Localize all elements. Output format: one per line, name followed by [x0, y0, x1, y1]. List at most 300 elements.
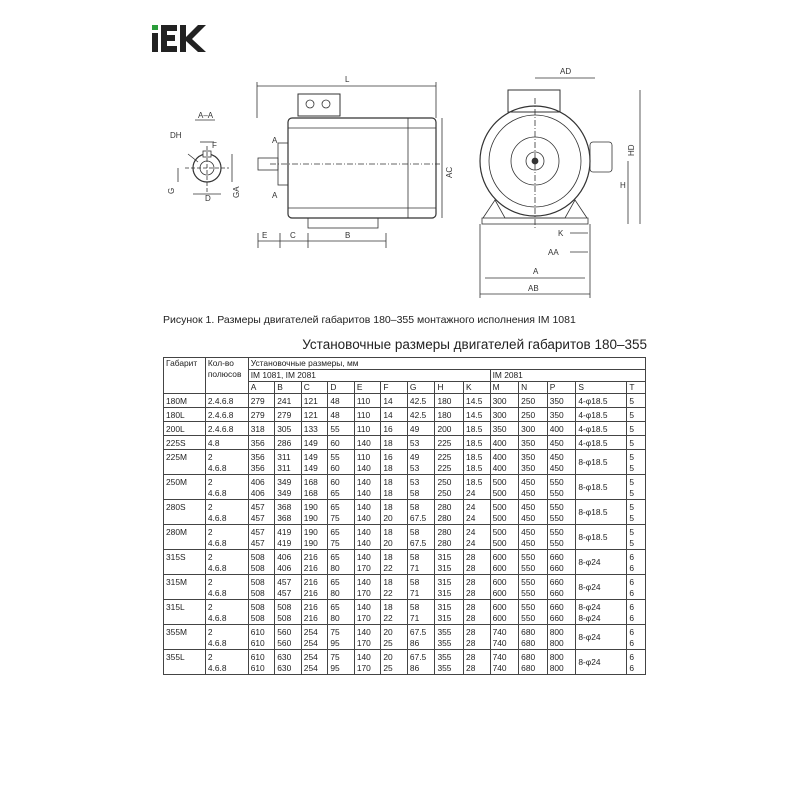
poles-cell [205, 650, 248, 675]
cell-value: 660 [549, 602, 564, 612]
column-header-b: B [275, 382, 302, 394]
frame-cell: 280M [164, 525, 206, 550]
cell-f [381, 436, 408, 450]
cell-k [464, 436, 491, 450]
frame-cell: 280S [164, 500, 206, 525]
cell-s [576, 625, 627, 650]
cell-b [275, 500, 302, 525]
frame-cell: 355M [164, 625, 206, 650]
cell-value: 250 [437, 477, 452, 487]
cell-f [381, 475, 408, 500]
cell-h [435, 475, 464, 500]
cell-value: 8-φ24 [578, 602, 601, 612]
cell-value: 5 [629, 424, 635, 434]
cell-h [435, 408, 464, 422]
cell-value: 311 [277, 463, 291, 473]
cell-value: 190 [303, 538, 318, 548]
cell-value: 508 [250, 577, 265, 587]
cell-k [464, 475, 491, 500]
cell-value: 14 [383, 396, 393, 406]
cell-n [519, 500, 548, 525]
cell-value: 28 [466, 652, 476, 662]
cell-value: 508 [277, 602, 292, 612]
cell-value: 450 [549, 463, 564, 473]
cell-t [627, 600, 646, 625]
cell-value: 25 [383, 638, 393, 648]
cell-t [627, 450, 646, 475]
cell-value: 149 [303, 452, 318, 462]
cell-h [435, 525, 464, 550]
dim-DH: DH [170, 131, 182, 140]
poles-value: 2 [207, 652, 213, 662]
cell-g [407, 475, 435, 500]
cell-value: 216 [303, 588, 318, 598]
cell-value: 225 [437, 463, 452, 473]
cell-d [328, 394, 355, 408]
cell-value: 140 [356, 527, 371, 537]
cell-value: 18 [383, 602, 393, 612]
cell-c [301, 600, 328, 625]
cell-value: 140 [356, 477, 371, 487]
cell-value: 22 [383, 563, 393, 573]
cell-value: 280 [437, 538, 452, 548]
cell-d [328, 650, 355, 675]
cell-a [248, 450, 275, 475]
frame-cell: 225S [164, 436, 206, 450]
cell-s [576, 650, 627, 675]
cell-k [464, 625, 491, 650]
cell-value: 8-φ18.5 [578, 482, 608, 492]
frame-cell: 355L [164, 650, 206, 675]
cell-value: 65 [330, 602, 340, 612]
cell-value: 406 [277, 552, 292, 562]
cell-value: 550 [521, 552, 536, 562]
cell-value: 550 [521, 563, 536, 573]
cell-value: 67.5 [409, 513, 427, 523]
cell-value: 18 [383, 477, 393, 487]
cell-value: 800 [549, 627, 564, 637]
cell-a [248, 422, 275, 436]
cell-value: 28 [466, 638, 476, 648]
cell-value: 18 [383, 488, 393, 498]
cell-value: 42.5 [409, 396, 427, 406]
cell-value: 6 [629, 638, 635, 648]
cell-t [627, 500, 646, 525]
cell-value: 53 [409, 438, 420, 448]
cell-value: 65 [330, 577, 340, 587]
cell-k [464, 500, 491, 525]
cell-value: 48 [330, 396, 340, 406]
cell-value: 6 [629, 588, 635, 598]
cell-value: 95 [330, 663, 340, 673]
cell-m [490, 475, 519, 500]
cell-value: 225 [437, 452, 452, 462]
cell-value: 28 [466, 588, 476, 598]
poles-cell [205, 408, 248, 422]
poles-value: 4.8 [207, 438, 220, 448]
cell-value: 740 [492, 663, 507, 673]
cell-f [381, 625, 408, 650]
cell-value: 6 [629, 552, 635, 562]
poles-value: 4.6.8 [207, 513, 227, 523]
cell-p [547, 650, 576, 675]
table-body [164, 394, 646, 675]
cell-value: 18 [383, 438, 393, 448]
cell-value: 350 [549, 396, 564, 406]
cell-t [627, 475, 646, 500]
frame-cell: 225M [164, 450, 206, 475]
cell-value: 406 [277, 563, 292, 573]
cell-d [328, 625, 355, 650]
cell-n [519, 550, 548, 575]
cell-value: 355 [437, 627, 452, 637]
cell-value: 600 [492, 613, 507, 623]
cell-e [354, 575, 381, 600]
cell-value: 200 [437, 424, 452, 434]
poles-cell [205, 436, 248, 450]
cell-m [490, 600, 519, 625]
cell-p [547, 422, 576, 436]
cell-value: 550 [549, 502, 564, 512]
cell-value: 315 [437, 613, 452, 623]
cell-value: 140 [356, 652, 371, 662]
cell-c [301, 422, 328, 436]
cell-s [576, 408, 627, 422]
cell-value: 53 [409, 477, 420, 487]
cell-n [519, 450, 548, 475]
cell-e [354, 475, 381, 500]
cell-c [301, 575, 328, 600]
cell-b [275, 408, 302, 422]
cell-value: 4-φ18.5 [578, 438, 608, 448]
cell-value: 8-φ18.5 [578, 532, 608, 542]
cell-value: 254 [303, 663, 318, 673]
cell-f [381, 525, 408, 550]
cell-value: 18.5 [466, 477, 483, 487]
cell-d [328, 475, 355, 500]
cell-value: 49 [409, 424, 420, 434]
cell-g [407, 500, 435, 525]
cell-value: 110 [356, 410, 371, 420]
poles-value: 4.6.8 [207, 588, 227, 598]
cell-value: 170 [356, 563, 371, 573]
cell-d [328, 500, 355, 525]
cell-g [407, 525, 435, 550]
cell-a [248, 394, 275, 408]
cell-value: 250 [521, 410, 536, 420]
cell-f [381, 394, 408, 408]
cell-value: 508 [250, 602, 265, 612]
cell-value: 6 [629, 613, 635, 623]
cell-t [627, 625, 646, 650]
cell-value: 149 [303, 463, 318, 473]
column-header-a: A [248, 382, 275, 394]
cell-value: 190 [303, 502, 318, 512]
cell-value: 110 [356, 424, 371, 434]
cell-value: 75 [330, 538, 340, 548]
cell-c [301, 525, 328, 550]
cell-value: 350 [549, 410, 564, 420]
cell-t [627, 394, 646, 408]
poles-value: 2 [207, 627, 213, 637]
dim-D: D [205, 194, 211, 203]
dim-G: G [167, 187, 176, 194]
section-view [167, 111, 241, 203]
cell-value: 8-φ24 [578, 657, 601, 667]
cell-m [490, 450, 519, 475]
cell-value: 350 [521, 452, 536, 462]
table-row [164, 422, 646, 436]
cell-value: 305 [277, 424, 292, 434]
cell-f [381, 450, 408, 475]
cell-value: 315 [437, 577, 452, 587]
cell-c [301, 450, 328, 475]
cell-g [407, 394, 435, 408]
cell-value: 349 [277, 488, 292, 498]
cell-g [407, 650, 435, 675]
cell-value: 49 [409, 452, 420, 462]
cell-value: 18 [383, 577, 393, 587]
cell-p [547, 475, 576, 500]
cell-value: 67.5 [409, 627, 427, 637]
cell-s [576, 436, 627, 450]
cell-h [435, 575, 464, 600]
cell-b [275, 450, 302, 475]
cell-value: 560 [277, 627, 292, 637]
cell-value: 800 [549, 638, 564, 648]
section-mark-top: A [272, 136, 278, 145]
cell-value: 6 [629, 577, 635, 587]
cell-value: 400 [492, 438, 507, 448]
cell-s [576, 500, 627, 525]
cell-value: 279 [250, 410, 265, 420]
cell-value: 550 [549, 527, 564, 537]
cell-value: 318 [250, 424, 265, 434]
cell-a [248, 475, 275, 500]
cell-t [627, 575, 646, 600]
cell-value: 80 [330, 588, 340, 598]
dim-A: A [533, 267, 539, 276]
dim-B: B [345, 231, 351, 240]
cell-value: 450 [521, 477, 536, 487]
table-row [164, 475, 646, 500]
cell-value: 18 [383, 552, 393, 562]
cell-value: 8-φ24 [578, 613, 601, 623]
motor-dimension-drawing [150, 58, 660, 308]
cell-value: 300 [492, 396, 507, 406]
cell-value: 140 [356, 438, 371, 448]
cell-value: 600 [492, 588, 507, 598]
cell-value: 368 [277, 502, 292, 512]
cell-c [301, 550, 328, 575]
cell-n [519, 436, 548, 450]
cell-f [381, 550, 408, 575]
column-header-c: C [301, 382, 328, 394]
cell-value: 406 [250, 488, 265, 498]
cell-d [328, 575, 355, 600]
cell-value: 500 [492, 502, 507, 512]
cell-h [435, 550, 464, 575]
cell-value: 400 [492, 463, 507, 473]
cell-value: 5 [629, 488, 635, 498]
cell-value: 18.5 [466, 452, 483, 462]
cell-value: 254 [303, 638, 318, 648]
cell-value: 550 [549, 477, 564, 487]
poles-cell [205, 500, 248, 525]
cell-h [435, 625, 464, 650]
poles-value: 2.4.6.8 [207, 424, 234, 434]
cell-t [627, 650, 646, 675]
cell-value: 170 [356, 588, 371, 598]
cell-n [519, 408, 548, 422]
cell-k [464, 525, 491, 550]
cell-value: 250 [521, 396, 536, 406]
cell-value: 8-φ24 [578, 632, 601, 642]
cell-value: 500 [492, 477, 507, 487]
cell-value: 457 [250, 527, 265, 537]
cell-h [435, 436, 464, 450]
cell-c [301, 408, 328, 422]
cell-value: 419 [277, 538, 292, 548]
cell-e [354, 408, 381, 422]
cell-d [328, 422, 355, 436]
cell-c [301, 475, 328, 500]
cell-m [490, 422, 519, 436]
cell-value: 71 [409, 588, 420, 598]
cell-value: 356 [250, 438, 265, 448]
cell-value: 53 [409, 463, 420, 473]
cell-value: 300 [521, 424, 536, 434]
frame-cell: 315M [164, 575, 206, 600]
cell-value: 450 [521, 488, 536, 498]
cell-value: 75 [330, 652, 340, 662]
cell-value: 58 [409, 577, 420, 587]
cell-value: 300 [492, 410, 507, 420]
cell-value: 5 [629, 513, 635, 523]
cell-value: 500 [492, 527, 507, 537]
cell-g [407, 436, 435, 450]
cell-b [275, 600, 302, 625]
cell-value: 680 [521, 627, 536, 637]
cell-k [464, 422, 491, 436]
dim-F: F [212, 141, 217, 150]
cell-value: 24 [466, 502, 476, 512]
cell-a [248, 436, 275, 450]
cell-f [381, 422, 408, 436]
header-group-im1081: IM 1081, IM 2081 [248, 370, 490, 382]
cell-value: 457 [250, 502, 265, 512]
cell-value: 450 [521, 502, 536, 512]
column-header-e: E [354, 382, 381, 394]
dim-L: L [345, 75, 350, 84]
poles-cell [205, 422, 248, 436]
cell-p [547, 500, 576, 525]
cell-value: 241 [277, 396, 292, 406]
cell-value: 457 [250, 513, 265, 523]
column-header-m: M [490, 382, 519, 394]
poles-value: 4.6.8 [207, 613, 227, 623]
table-row [164, 450, 646, 475]
section-mark-bottom: A [272, 191, 278, 200]
cell-n [519, 475, 548, 500]
frame-cell: 180L [164, 408, 206, 422]
cell-a [248, 650, 275, 675]
cell-value: 5 [629, 452, 635, 462]
cell-value: 16 [383, 424, 393, 434]
cell-s [576, 550, 627, 575]
cell-value: 216 [303, 577, 318, 587]
cell-m [490, 394, 519, 408]
cell-m [490, 500, 519, 525]
cell-value: 550 [549, 488, 564, 498]
cell-value: 450 [521, 527, 536, 537]
poles-value: 2 [207, 477, 213, 487]
cell-s [576, 422, 627, 436]
cell-value: 279 [250, 396, 265, 406]
cell-value: 18 [383, 527, 393, 537]
cell-value: 140 [356, 538, 371, 548]
dim-H: H [620, 181, 626, 190]
cell-value: 740 [492, 652, 507, 662]
dimensions-table [163, 357, 646, 675]
cell-value: 350 [521, 463, 536, 473]
cell-value: 4-φ18.5 [578, 410, 608, 420]
cell-a [248, 500, 275, 525]
cell-value: 80 [330, 613, 340, 623]
column-header-p: P [547, 382, 576, 394]
poles-cell [205, 550, 248, 575]
cell-n [519, 394, 548, 408]
cell-value: 740 [492, 627, 507, 637]
cell-value: 450 [549, 438, 564, 448]
cell-value: 280 [437, 513, 452, 523]
cell-value: 457 [277, 588, 292, 598]
cell-b [275, 394, 302, 408]
poles-cell [205, 575, 248, 600]
cell-c [301, 436, 328, 450]
table-row [164, 394, 646, 408]
cell-e [354, 450, 381, 475]
poles-value: 4.6.8 [207, 488, 227, 498]
dim-C: C [290, 231, 296, 240]
dim-K: K [558, 229, 564, 238]
table-row [164, 500, 646, 525]
cell-value: 660 [549, 588, 564, 598]
cell-b [275, 575, 302, 600]
dim-HD: HD [627, 144, 636, 156]
cell-value: 5 [629, 463, 635, 473]
column-header-h: H [435, 382, 464, 394]
cell-s [576, 600, 627, 625]
cell-value: 315 [437, 602, 452, 612]
cell-value: 140 [356, 463, 371, 473]
cell-value: 95 [330, 638, 340, 648]
cell-value: 457 [277, 577, 292, 587]
cell-value: 28 [466, 563, 476, 573]
cell-value: 279 [277, 410, 292, 420]
cell-value: 71 [409, 563, 420, 573]
cell-d [328, 436, 355, 450]
cell-value: 216 [303, 613, 318, 623]
cell-value: 58 [409, 527, 420, 537]
cell-value: 55 [330, 452, 340, 462]
cell-p [547, 550, 576, 575]
cell-g [407, 600, 435, 625]
cell-value: 368 [277, 513, 292, 523]
poles-value: 4.6.8 [207, 538, 227, 548]
cell-value: 349 [277, 477, 292, 487]
cell-value: 400 [549, 424, 564, 434]
